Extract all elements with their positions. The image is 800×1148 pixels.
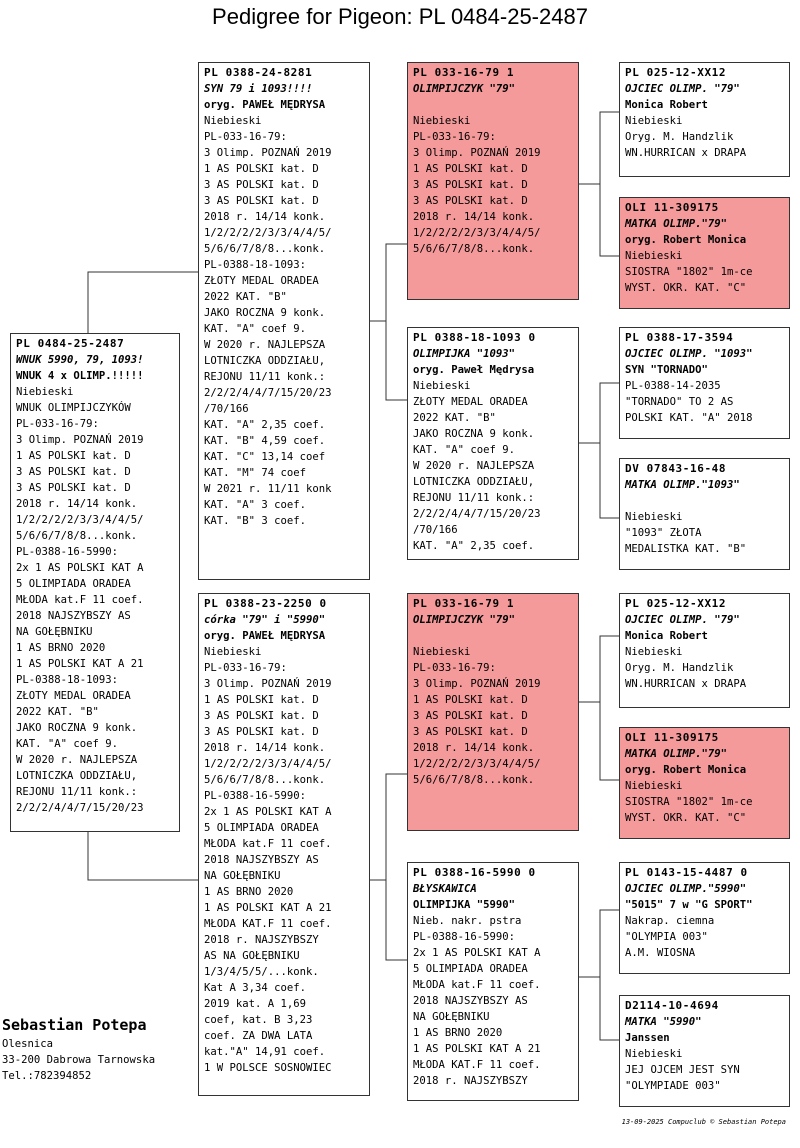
pigeon-info-line: 1 W POLSCE SOSNOWIEC xyxy=(204,1062,332,1074)
pigeon-info-line: PL-033-16-79: xyxy=(204,131,287,143)
pigeon-info-line: PL-0388-18-1093: xyxy=(204,259,307,271)
pigeon-info-line: "1093" ZŁOTA xyxy=(625,527,702,539)
pigeon-info-line: KAT. "M" 74 coef xyxy=(204,467,307,479)
pigeon-card-dam-dam-sire xyxy=(619,862,790,974)
pigeon-info-line: "OLYMPIADE 003" xyxy=(625,1080,721,1092)
pigeon-info-line: oryg. Paweł Mędrysa xyxy=(413,364,535,376)
pigeon-info-line: WNUK OLIMPIJCZYKÓW xyxy=(16,402,131,414)
pigeon-info-line: 3 AS POLSKI kat. D xyxy=(204,195,319,207)
pigeon-info-line: 3 Olimp. POZNAŃ 2019 xyxy=(16,434,144,446)
ring-number: PL 0143-15-4487 0 xyxy=(625,866,748,879)
pigeon-info-line: WNUK 4 x OLIMP.!!!!! xyxy=(16,370,144,382)
pigeon-info-line: KAT. "A" 2,35 coef. xyxy=(413,540,535,552)
pigeon-info-line: 3 AS POLSKI kat. D xyxy=(16,466,131,478)
pigeon-card-sire-sire-sire xyxy=(619,62,790,177)
pigeon-info-line: 2018 r. NAJSZYBSZY xyxy=(204,934,319,946)
pigeon-card-dam-sire-dam xyxy=(619,727,790,839)
pigeon-info-line: 2018 r. 14/14 konk. xyxy=(204,211,326,223)
pigeon-info-line: 1 AS POLSKI kat. D xyxy=(413,163,528,175)
pigeon-info-line: Niebieski xyxy=(204,115,262,127)
pigeon-info-line: Niebieski xyxy=(625,646,683,658)
pigeon-info-line: Niebieski xyxy=(413,380,471,392)
pigeon-info-line: Niebieski xyxy=(625,250,683,262)
pigeon-info-line: ZŁOTY MEDAL ORADEA xyxy=(204,275,319,287)
pigeon-info-line: MATKA OLIMP."79" xyxy=(625,748,728,760)
pigeon-info-line: 1 AS POLSKI KAT A 21 xyxy=(204,902,332,914)
ring-number: PL 0388-24-8281 xyxy=(204,66,313,79)
ring-number: PL 0388-23-2250 0 xyxy=(204,597,327,610)
pigeon-info-line: kat."A" 14,91 coef. xyxy=(204,1046,326,1058)
pigeon-info-line: PL-0388-14-2035 xyxy=(625,380,721,392)
ring-number: DV 07843-16-48 xyxy=(625,462,727,475)
pigeon-info-line: 1 AS POLSKI kat. D xyxy=(204,163,319,175)
pigeon-info-line: JAKO ROCZNA 9 konk. xyxy=(204,307,326,319)
pigeon-info-line: ZŁOTY MEDAL ORADEA xyxy=(16,690,131,702)
pigeon-info-line xyxy=(413,628,575,644)
pigeon-info-line: LOTNICZKA ODDZIAŁU, xyxy=(413,476,535,488)
pigeon-info-line: 3 Olimp. POZNAŃ 2019 xyxy=(413,678,541,690)
pigeon-info-line: JEJ OJCEM JEST SYN xyxy=(625,1064,740,1076)
pigeon-info-line: POLSKI KAT. "A" 2018 xyxy=(625,412,753,424)
pigeon-info-line: Monica Robert xyxy=(625,630,708,642)
breeder-name: Sebastian Potepa xyxy=(2,1016,147,1034)
ring-number: OLI 11-309175 xyxy=(625,731,719,744)
pigeon-card-sire-dam xyxy=(407,327,579,560)
pigeon-info-line: 2/2/2/4/4/7/15/20/23 xyxy=(16,802,144,814)
pigeon-info-line: 3 AS POLSKI kat. D xyxy=(413,195,528,207)
pigeon-info-line: SYN 79 i 1093!!!! xyxy=(204,83,313,95)
pigeon-info-line: OLIMPIJKA "1093" xyxy=(413,348,516,360)
pigeon-info-line: oryg. PAWEŁ MĘDRYSA xyxy=(204,99,326,111)
pigeon-info-line: 1 AS BRNO 2020 xyxy=(16,642,106,654)
pigeon-info-line: 3 AS POLSKI kat. D xyxy=(204,726,319,738)
pigeon-info-line: OJCIEC OLIMP. "79" xyxy=(625,614,740,626)
page-title: Pedigree for Pigeon: PL 0484-25-2487 xyxy=(212,4,588,29)
pigeon-info-line: PL-033-16-79: xyxy=(413,662,496,674)
pigeon-card-dam xyxy=(198,593,370,1096)
pigeon-info-line: 2x 1 AS POLSKI KAT A xyxy=(204,806,332,818)
ring-number: PL 0388-16-5990 0 xyxy=(413,866,536,879)
pigeon-info-line: 1 AS POLSKI KAT A 21 xyxy=(413,1043,541,1055)
pigeon-info-line: KAT. "B" 4,59 coef. xyxy=(204,435,326,447)
pigeon-info-line: 1/2/2/2/2/3/3/4/4/5/ xyxy=(204,227,332,239)
pigeon-info-line: WYST. OKR. KAT. "C" xyxy=(625,282,747,294)
pigeon-info-line: oryg. PAWEŁ MĘDRYSA xyxy=(204,630,326,642)
pigeon-info-line: WN.HURRICAN x DRAPA xyxy=(625,678,747,690)
pigeon-info-line: 1/2/2/2/2/3/3/4/4/5/ xyxy=(204,758,332,770)
pigeon-info-line: Janssen xyxy=(625,1032,670,1044)
pigeon-info-line: 1 AS BRNO 2020 xyxy=(413,1027,503,1039)
pigeon-info-line: Niebieski xyxy=(625,511,683,523)
ring-number: D2114-10-4694 xyxy=(625,999,719,1012)
pigeon-info-line: 3 AS POLSKI kat. D xyxy=(413,726,528,738)
ring-number: PL 0388-17-3594 xyxy=(625,331,734,344)
pigeon-info-line: AS NA GOŁĘBNIKU xyxy=(204,950,300,962)
pigeon-info-line: LOTNICZKA ODDZIAŁU, xyxy=(204,355,326,367)
pigeon-info-line: PL-0388-16-5990: xyxy=(204,790,307,802)
pigeon-card-sire xyxy=(198,62,370,580)
pigeon-info-line: MŁODA kat.F 11 coef. xyxy=(16,594,144,606)
pigeon-info-line: KAT. "A" 2,35 coef. xyxy=(204,419,326,431)
pigeon-info-line: SYN "TORNADO" xyxy=(625,364,708,376)
pigeon-info-line: "5015" 7 w "G SPORT" xyxy=(625,899,753,911)
ring-number: PL 025-12-XX12 xyxy=(625,66,727,79)
pigeon-info-line: REJONU 11/11 konk.: xyxy=(413,492,535,504)
pigeon-info-line: PL-033-16-79: xyxy=(16,418,99,430)
pigeon-info-line: 3 Olimp. POZNAŃ 2019 xyxy=(413,147,541,159)
pigeon-card-dam-dam xyxy=(407,862,579,1101)
pigeon-info-line: 1 AS POLSKI kat. D xyxy=(204,694,319,706)
pigeon-card-sire-dam-dam xyxy=(619,458,790,570)
pigeon-info-line: /70/166 xyxy=(204,403,249,415)
pigeon-info-line: 2022 KAT. "B" xyxy=(204,291,287,303)
pigeon-info-line: 3 AS POLSKI kat. D xyxy=(413,179,528,191)
pigeon-info-line: Oryg. M. Handzlik xyxy=(625,131,734,143)
pigeon-info-line: BŁYSKAWICA xyxy=(413,883,477,895)
pigeon-info-line: coef, kat. B 3,23 xyxy=(204,1014,313,1026)
pigeon-info-line: 5 OLIMPIADA ORADEA xyxy=(413,963,528,975)
pigeon-info-line: 2018 NAJSZYBSZY AS xyxy=(413,995,528,1007)
pigeon-info-line: 3 AS POLSKI kat. D xyxy=(204,710,319,722)
ring-number: PL 0484-25-2487 xyxy=(16,337,125,350)
pigeon-info-line: 2019 kat. A 1,69 xyxy=(204,998,307,1010)
pigeon-info-line: 5/6/6/7/8/8...konk. xyxy=(204,243,326,255)
pigeon-info-line: 1/3/4/5/5/...konk. xyxy=(204,966,319,978)
pigeon-info-line: KAT. "B" 3 coef. xyxy=(204,515,307,527)
ring-number: PL 033-16-79 1 xyxy=(413,597,515,610)
ring-number: OLI 11-309175 xyxy=(625,201,719,214)
pigeon-info-line: 2022 KAT. "B" xyxy=(413,412,496,424)
pigeon-info-line: 3 AS POLSKI kat. D xyxy=(204,179,319,191)
pigeon-info-line: MEDALISTKA KAT. "B" xyxy=(625,543,747,555)
pigeon-info-line: 2x 1 AS POLSKI KAT A xyxy=(16,562,144,574)
pigeon-info-line: KAT. "C" 13,14 coef xyxy=(204,451,326,463)
pigeon-info-line: 2018 r. NAJSZYBSZY xyxy=(413,1075,528,1087)
pigeon-info-line: 5/6/6/7/8/8...konk. xyxy=(16,530,138,542)
pigeon-info-line: 3 AS POLSKI kat. D xyxy=(413,710,528,722)
pigeon-info-line: Niebieski xyxy=(413,115,471,127)
pigeon-info-line: W 2021 r. 11/11 konk xyxy=(204,483,332,495)
pigeon-info-line: MATKA OLIMP."1093" xyxy=(625,479,740,491)
pigeon-info-line: 2x 1 AS POLSKI KAT A xyxy=(413,947,541,959)
pigeon-info-line: 5/6/6/7/8/8...konk. xyxy=(413,774,535,786)
pigeon-info-line: Kat A 3,34 coef. xyxy=(204,982,307,994)
pigeon-info-line: Niebieski xyxy=(16,386,74,398)
pigeon-info-line: Niebieski xyxy=(625,115,683,127)
pigeon-info-line: WYST. OKR. KAT. "C" xyxy=(625,812,747,824)
pigeon-info-line: A.M. WIOSNA xyxy=(625,947,696,959)
pigeon-info-line: Nakrap. ciemna xyxy=(625,915,715,927)
pigeon-info-line: MŁODA KAT.F 11 coef. xyxy=(204,918,332,930)
breeder-city: Olesnica xyxy=(2,1038,54,1050)
pigeon-info-line: MATKA "5990" xyxy=(625,1016,702,1028)
pigeon-info-line: 2/2/2/4/4/7/15/20/23 xyxy=(204,387,332,399)
pigeon-info-line: NA GOŁĘBNIKU xyxy=(204,870,281,882)
pigeon-info-line: oryg. Robert Monica xyxy=(625,764,747,776)
pigeon-info-line: REJONU 11/11 konk.: xyxy=(204,371,326,383)
pigeon-info-line: W 2020 r. NAJLEPSZA xyxy=(204,339,326,351)
pigeon-info-line: Niebieski xyxy=(204,646,262,658)
pigeon-info-line: JAKO ROCZNA 9 konk. xyxy=(413,428,535,440)
pigeon-info-line: W 2020 r. NAJLEPSZA xyxy=(16,754,138,766)
pigeon-info-line: OJCIEC OLIMP."5990" xyxy=(625,883,747,895)
pigeon-info-line: 2022 KAT. "B" xyxy=(16,706,99,718)
pigeon-info-line: MATKA OLIMP."79" xyxy=(625,218,728,230)
pigeon-info-line: Nieb. nakr. pstra xyxy=(413,915,522,927)
pigeon-info-line: LOTNICZKA ODDZIAŁU, xyxy=(16,770,138,782)
pigeon-info-line: "OLYMPIA 003" xyxy=(625,931,708,943)
pigeon-card-sire-dam-sire xyxy=(619,327,790,439)
pigeon-info-line: PL-0388-16-5990: xyxy=(16,546,119,558)
pigeon-info-line: PL-033-16-79: xyxy=(204,662,287,674)
pigeon-info-line: KAT. "A" coef 9. xyxy=(413,444,516,456)
ring-number: PL 033-16-79 1 xyxy=(413,66,515,79)
pigeon-info-line: 5/6/6/7/8/8...konk. xyxy=(413,243,535,255)
pigeon-info-line: OLIMPIJCZYK "79" xyxy=(413,614,516,626)
pigeon-info-line: NA GOŁĘBNIKU xyxy=(16,626,93,638)
pigeon-info-line: Oryg. M. Handzlik xyxy=(625,662,734,674)
pigeon-info-line: oryg. Robert Monica xyxy=(625,234,747,246)
pigeon-info-line: 1/2/2/2/2/3/3/4/4/5/ xyxy=(16,514,144,526)
pigeon-card-sire-sire xyxy=(407,62,579,300)
pigeon-info-line: PL-033-16-79: xyxy=(413,131,496,143)
breeder-address: 33-200 Dabrowa Tarnowska xyxy=(2,1054,156,1066)
pigeon-info-line: Niebieski xyxy=(625,780,683,792)
pigeon-info-line: 2018 NAJSZYBSZY AS xyxy=(16,610,131,622)
pigeon-info-line: PL-0388-18-1093: xyxy=(16,674,119,686)
pigeon-info-line: córka "79" i "5990" xyxy=(204,614,326,626)
pigeon-info-line: "TORNADO" TO 2 AS xyxy=(625,396,734,408)
pigeon-info-line: OJCIEC OLIMP. "79" xyxy=(625,83,740,95)
pigeon-info-line: KAT. "A" 3 coef. xyxy=(204,499,307,511)
pigeon-info-line xyxy=(413,97,575,113)
pigeon-info-line: 5/6/6/7/8/8...konk. xyxy=(204,774,326,786)
pigeon-info-line: 5 OLIMPIADA ORADEA xyxy=(16,578,131,590)
pigeon-info-line: OJCIEC OLIMP. "1093" xyxy=(625,348,753,360)
pigeon-info-line: JAKO ROCZNA 9 konk. xyxy=(16,722,138,734)
pigeon-info-line: OLIMPIJCZYK "79" xyxy=(413,83,516,95)
footer-credit: 13-09-2025 Compuclub © Sebastian Potepa xyxy=(621,1118,786,1126)
pigeon-info-line: 2018 r. 14/14 konk. xyxy=(16,498,138,510)
pigeon-info-line: SIOSTRA "1802" 1m-ce xyxy=(625,796,753,808)
pigeon-info-line xyxy=(625,493,786,509)
pigeon-info-line: SIOSTRA "1802" 1m-ce xyxy=(625,266,753,278)
pigeon-info-line: MŁODA kat.F 11 coef. xyxy=(204,838,332,850)
breeder-info xyxy=(2,1014,155,1084)
pigeon-info-line: 2018 r. 14/14 konk. xyxy=(413,742,535,754)
pigeon-info-line: 3 Olimp. POZNAŃ 2019 xyxy=(204,678,332,690)
pigeon-info-line: OLIMPIJKA "5990" xyxy=(413,899,516,911)
pigeon-info-line: REJONU 11/11 konk.: xyxy=(16,786,138,798)
ring-number: PL 025-12-XX12 xyxy=(625,597,727,610)
pigeon-info-line: 3 Olimp. POZNAŃ 2019 xyxy=(204,147,332,159)
pigeon-info-line: 5 OLIMPIADA ORADEA xyxy=(204,822,319,834)
pigeon-info-line: 3 AS POLSKI kat. D xyxy=(16,482,131,494)
pigeon-card-dam-dam-dam xyxy=(619,995,790,1107)
pigeon-info-line: ZŁOTY MEDAL ORADEA xyxy=(413,396,528,408)
pigeon-info-line: MŁODA KAT.F 11 coef. xyxy=(413,1059,541,1071)
pigeon-info-line: 2018 r. 14/14 konk. xyxy=(204,742,326,754)
pigeon-info-line: 1 AS POLSKI KAT A 21 xyxy=(16,658,144,670)
breeder-phone: Tel.:782394852 xyxy=(2,1070,92,1082)
pigeon-info-line: Monica Robert xyxy=(625,99,708,111)
pigeon-info-line: 1 AS POLSKI kat. D xyxy=(413,694,528,706)
pigeon-info-line: WN.HURRICAN x DRAPA xyxy=(625,147,747,159)
pigeon-info-line: KAT. "A" coef 9. xyxy=(204,323,307,335)
pigeon-info-line: W 2020 r. NAJLEPSZA xyxy=(413,460,535,472)
pigeon-info-line: WNUK 5990, 79, 1093! xyxy=(16,354,144,366)
pigeon-info-line: Niebieski xyxy=(413,646,471,658)
pigeon-info-line: 1 AS POLSKI kat. D xyxy=(16,450,131,462)
pigeon-info-line: NA GOŁĘBNIKU xyxy=(413,1011,490,1023)
pigeon-info-line: coef. ZA DWA LATA xyxy=(204,1030,313,1042)
pigeon-info-line: 2018 r. 14/14 konk. xyxy=(413,211,535,223)
ring-number: PL 0388-18-1093 0 xyxy=(413,331,536,344)
pigeon-info-line: 2018 NAJSZYBSZY AS xyxy=(204,854,319,866)
pigeon-info-line: 1/2/2/2/2/3/3/4/4/5/ xyxy=(413,227,541,239)
pigeon-info-line: 1 AS BRNO 2020 xyxy=(204,886,294,898)
pigeon-card-subject xyxy=(10,333,180,832)
pigeon-info-line: 2/2/2/4/4/7/15/20/23 xyxy=(413,508,541,520)
pigeon-card-dam-sire-sire xyxy=(619,593,790,708)
pigeon-info-line: 1/2/2/2/2/3/3/4/4/5/ xyxy=(413,758,541,770)
pigeon-card-sire-sire-dam xyxy=(619,197,790,309)
pigeon-info-line: Niebieski xyxy=(625,1048,683,1060)
pigeon-info-line: /70/166 xyxy=(413,524,458,536)
pigeon-info-line: KAT. "A" coef 9. xyxy=(16,738,119,750)
pigeon-info-line: PL-0388-16-5990: xyxy=(413,931,516,943)
pigeon-card-dam-sire xyxy=(407,593,579,831)
pigeon-info-line: MŁODA kat.F 11 coef. xyxy=(413,979,541,991)
